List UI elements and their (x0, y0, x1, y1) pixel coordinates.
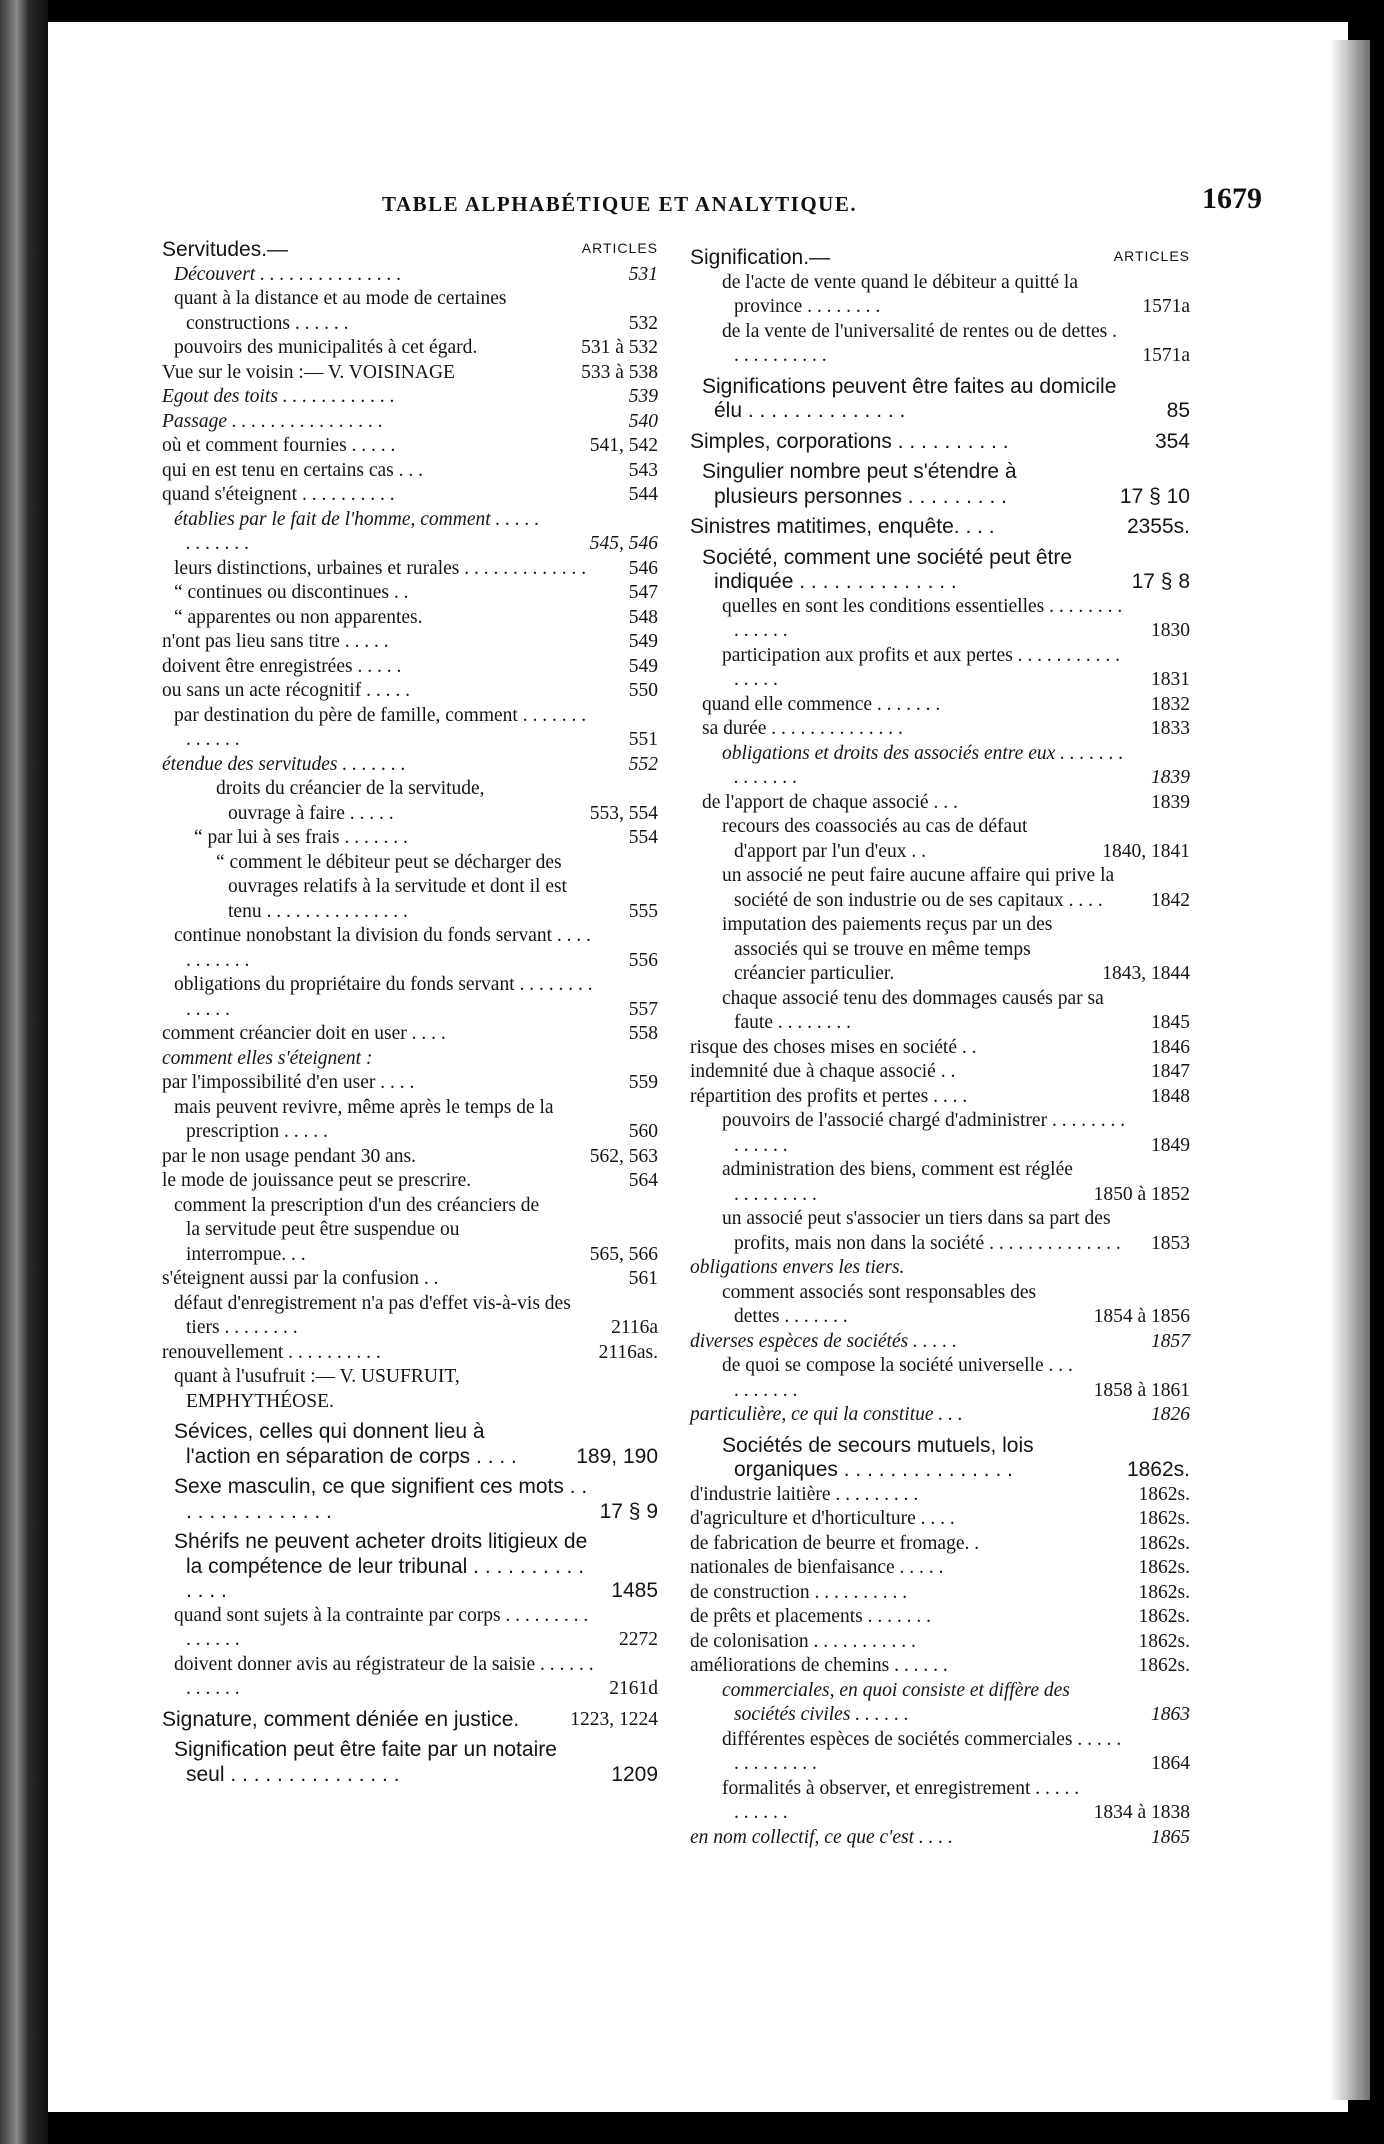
index-entry-text: n'ont pas lieu sans titre . . . . . (162, 631, 389, 652)
article-reference: 1833 (1157, 717, 1190, 742)
index-entry (690, 595, 1190, 644)
article-reference: 1845 (1157, 1011, 1190, 1036)
article-reference: 2272 (625, 1628, 658, 1653)
index-entry (162, 410, 658, 435)
index-entry (690, 1256, 1190, 1281)
article-reference: 565, 566 (596, 1243, 658, 1268)
index-entry-text: formalités à observer, et enregistrement . . . . . . . . . . . (722, 1777, 1080, 1823)
article-reference: ARTICLES (576, 236, 658, 261)
index-entry (690, 1434, 1190, 1483)
article-reference: 1862s. (1133, 1483, 1190, 1508)
index-entry-text: défaut d'enregistrement n'a pas d'effet vis-à-vis des tiers . . . . . . . . (174, 1292, 571, 1338)
index-entry (162, 924, 658, 973)
article-reference: 1848 (1145, 1085, 1190, 1110)
index-entry-text: Sévices, celles qui donnent lieu à l'action en séparation de corps . . . . (174, 1420, 517, 1468)
article-reference: 1209 (611, 1762, 658, 1786)
index-entry (690, 815, 1190, 864)
index-entry (690, 1403, 1190, 1428)
index-entry (690, 1330, 1190, 1355)
index-entry-text: quant à l'usufruit :— V. USUFRUIT, EMPHYTHÉOSE. (174, 1366, 460, 1412)
index-entry (690, 1532, 1190, 1557)
index-entry-text: quand elle commence . . . . . . . (702, 693, 941, 715)
index-entry (690, 1354, 1190, 1403)
index-entry-text: diverses espèces de sociétés . . . . . (690, 1330, 957, 1352)
article-reference: 531 (635, 263, 658, 288)
index-entry (162, 1169, 658, 1194)
article-reference: 546 (635, 557, 658, 582)
article-reference: ARTICLES (1108, 244, 1190, 269)
article-reference: 1850 à 1852 (1100, 1183, 1190, 1208)
article-reference: 1862s. (1133, 1654, 1190, 1679)
index-entry-text: Egout des toits . . . . . . . . . . . . (162, 386, 395, 407)
index-entry (690, 742, 1190, 791)
index-entry (162, 1267, 658, 1292)
index-entry (162, 606, 658, 631)
index-entry-text: Vue sur le voisin :— V. VOISINAGE (162, 361, 455, 383)
article-reference: 533 à 538 (575, 361, 658, 386)
index-entry (690, 546, 1190, 595)
index-entry (690, 460, 1190, 509)
index-entry-text: mais peuvent revivre, même après le temps de la prescription . . . . . (174, 1096, 554, 1142)
article-reference: 548 (635, 606, 658, 631)
index-entry-text: comment elles s'éteignent : (162, 1047, 373, 1069)
article-reference: 552 (623, 753, 658, 778)
article-reference: 1846 (1145, 1036, 1190, 1061)
index-entry-text: Servitudes.— (162, 238, 289, 261)
article-reference: 85 (1166, 399, 1190, 422)
article-reference: 1832 (1157, 693, 1190, 718)
index-entry-text: Passage . . . . . . . . . . . . . . . . (162, 410, 383, 432)
article-reference: 17 § 10 (1119, 484, 1190, 508)
index-entry-text: Simples, corporations . . . . . . . . . . (690, 429, 1009, 453)
index-entry-text: particulière, ce qui la constitue . . . (690, 1404, 963, 1425)
index-entry-text: Shérifs ne peuvent acheter droits litigieux de la compétence de leur tribunal . . . . . . . . . . . . . . (174, 1530, 588, 1602)
index-entry (162, 483, 658, 508)
article-reference: 560 (635, 1120, 658, 1145)
article-reference: 1847 (1145, 1060, 1190, 1085)
index-entry (690, 1605, 1190, 1630)
article-reference: 1223, 1224 (564, 1708, 658, 1733)
index-entry-text: différentes espèces de sociétés commerciales . . . . . . . . . . . . . . (722, 1728, 1122, 1774)
index-entry (162, 1047, 658, 1072)
article-reference: 1854 à 1856 (1100, 1305, 1190, 1330)
index-entry (162, 385, 658, 410)
index-entry (690, 375, 1190, 424)
index-entry (162, 1096, 658, 1145)
article-reference: 551 (635, 728, 658, 753)
article-reference: 562, 563 (584, 1145, 658, 1170)
article-reference: 1840, 1841 (1108, 840, 1190, 865)
index-entry (162, 1604, 658, 1653)
article-reference: 554 (635, 826, 658, 851)
index-entry (690, 1556, 1190, 1581)
article-reference: 1864 (1157, 1752, 1190, 1777)
index-entry (162, 704, 658, 753)
index-entry (690, 1207, 1190, 1256)
index-entry (690, 1109, 1190, 1158)
index-entry-text: par le non usage pendant 30 ans. (162, 1145, 416, 1167)
index-entry (690, 717, 1190, 742)
index-entry (162, 557, 658, 582)
index-entry (162, 1292, 658, 1341)
index-entry (690, 515, 1190, 540)
index-entry-text: Découvert . . . . . . . . . . . . . . . (174, 263, 402, 285)
article-reference: 2116as. (593, 1341, 658, 1366)
index-entry-text: Sexe masculin, ce que signifient ces mots . . . . . . . . . . . . . . . (174, 1475, 588, 1523)
index-entry (162, 238, 658, 263)
article-reference: 17 § 8 (1131, 570, 1190, 593)
index-entry-text: un associé ne peut faire aucune affaire qui prive la société de son industrie ou de ses capitaux . . . . (722, 865, 1115, 911)
index-entry (690, 1654, 1190, 1679)
index-entry-text: pouvoirs de l'associé chargé d'administrer . . . . . . . . . . . . . . (722, 1110, 1126, 1156)
index-entry (690, 320, 1190, 369)
article-reference: 544 (623, 483, 658, 508)
index-entry-text: de prêts et placements . . . . . . . (690, 1606, 931, 1627)
article-reference: 549 (623, 655, 658, 680)
index-entry-text: répartition des profits et pertes . . . . (690, 1085, 968, 1107)
index-entry-text: quand sont sujets à la contrainte par corps . . . . . . . . . . . . . . . (174, 1604, 589, 1650)
index-entry-text: obligations du propriétaire du fonds servant . . . . . . . . . . . . . (174, 974, 593, 1020)
index-entry-text: comment créancier doit en user . . . . (162, 1023, 446, 1044)
running-title: TABLE ALPHABÉTIQUE ET ANALYTIQUE. (382, 192, 858, 216)
index-entry-text: de colonisation . . . . . . . . . . . (690, 1630, 916, 1652)
index-entry-text: “ par lui à ses frais . . . . . . . (194, 827, 408, 848)
index-entry-text: doivent être enregistrées . . . . . (162, 655, 402, 677)
index-entry-text: recours des coassociés au cas de défaut d'apport par l'un d'eux . . (722, 816, 1028, 862)
article-reference: 1862s. (1133, 1507, 1190, 1532)
index-entry (162, 1420, 658, 1469)
index-entry-text: pouvoirs des municipalités à cet égard. (174, 337, 478, 358)
index-entry-text: renouvellement . . . . . . . . . . (162, 1341, 381, 1363)
article-reference: 1857 (1145, 1330, 1190, 1355)
index-entry (162, 777, 658, 826)
article-reference: 549 (623, 630, 658, 655)
index-entry-text: quelles en sont les conditions essentielles . . . . . . . . . . . . . . (722, 595, 1123, 641)
index-entry-text: Signature, comment déniée en justice. (162, 1707, 520, 1731)
film-left-border (0, 0, 48, 2144)
index-entry (690, 1483, 1190, 1508)
index-entry-text: par l'impossibilité d'en user . . . . (162, 1072, 415, 1093)
index-entry-text: étendue des servitudes . . . . . . . (162, 753, 406, 775)
article-reference: 17 § 9 (599, 1499, 658, 1523)
article-reference: 543 (623, 459, 658, 484)
index-entry (690, 1826, 1190, 1851)
index-entry (162, 973, 658, 1022)
index-entry (162, 679, 658, 704)
index-entry-text: droits du créancier de la servitude, ouvrage à faire . . . . . (216, 778, 485, 824)
article-reference: 189, 190 (576, 1444, 658, 1468)
index-entry-text: sa durée . . . . . . . . . . . . . . (702, 718, 903, 739)
index-entry-text: administration des biens, comment est réglée . . . . . . . . . (722, 1159, 1073, 1205)
article-reference: 1830 (1157, 619, 1190, 644)
article-reference: 1862s. (1133, 1532, 1190, 1557)
index-entry (690, 1158, 1190, 1207)
index-entry-text: par destination du père de famille, comment . . . . . . . . . . . . . (174, 704, 587, 750)
index-entry-text: participation aux profits et aux pertes . . . . . . . . . . . . . . . . (722, 644, 1121, 690)
article-reference: 1849 (1157, 1134, 1190, 1159)
article-reference: 1571a (1148, 344, 1190, 369)
article-reference: 541, 542 (584, 434, 658, 459)
index-entry (690, 693, 1190, 718)
index-entry-text: Singulier nombre peut s'étendre à plusieurs personnes . . . . . . . . . (702, 460, 1017, 508)
article-reference: 558 (623, 1022, 658, 1047)
article-reference: 564 (623, 1169, 658, 1194)
article-reference: 1843, 1844 (1108, 962, 1190, 987)
index-entry (162, 459, 658, 484)
index-entry (162, 1194, 658, 1268)
index-entry-text: Signification.— (690, 246, 831, 269)
article-reference: 1842 (1157, 889, 1190, 914)
index-entry-text: de l'apport de chaque associé . . . (702, 791, 958, 813)
index-entry-text: de construction . . . . . . . . . . (690, 1581, 908, 1603)
left-index-column (162, 238, 658, 1787)
index-entry-text: obligations et droits des associés entre eux . . . . . . . . . . . . . . (722, 742, 1124, 788)
index-entry-text: de quoi se compose la société universelle . . . . . . . . . . (722, 1355, 1073, 1401)
index-entry-text: Significations peuvent être faites au domicile élu . . . . . . . . . . . . . . (702, 374, 1117, 422)
article-reference: 1839 (1157, 766, 1190, 791)
index-entry (162, 851, 658, 925)
index-entry-text: “ comment le débiteur peut se décharger des ouvrages relatifs à la servitude et dont il est tenu . . . . . . . . . . . . . . . (216, 851, 567, 922)
index-entry (690, 1679, 1190, 1728)
article-reference: 2161d (615, 1677, 658, 1702)
index-entry (162, 1653, 658, 1702)
index-entry-text: doivent donner avis au régistrateur de la saisie . . . . . . . . . . . . (174, 1653, 594, 1699)
index-entry-text: imputation des paiements reçus par un des associés qui se trouve en même temps créancier particulier. (722, 914, 1053, 984)
article-reference: 1834 à 1838 (1100, 1801, 1190, 1826)
article-reference: 531 à 532 (587, 336, 658, 361)
index-entry-text: quant à la distance et au mode de certaines constructions . . . . . . (174, 288, 507, 334)
article-reference: 1571a (1148, 295, 1190, 320)
index-entry (162, 1738, 658, 1787)
article-reference: 1865 (1145, 1826, 1190, 1851)
index-entry-text: de l'acte de vente quand le débiteur a quitté la province . . . . . . . . (722, 271, 1078, 317)
index-entry-text: obligations envers les tiers. (690, 1257, 905, 1278)
index-entry-text: Signification peut être faite par un notaire seul . . . . . . . . . . . . . . . (174, 1738, 557, 1786)
index-entry (162, 1365, 658, 1414)
index-entry (162, 1145, 658, 1170)
article-reference: 555 (635, 900, 658, 925)
index-entry-text: quand s'éteignent . . . . . . . . . . (162, 484, 395, 505)
index-entry (162, 630, 658, 655)
index-entry (690, 864, 1190, 913)
index-entry-text: s'éteignent aussi par la confusion . . (162, 1268, 439, 1289)
index-entry (162, 434, 658, 459)
index-entry-text: risque des choses mises en société . . (690, 1036, 977, 1058)
index-entry (690, 1085, 1190, 1110)
index-entry-text: comment la prescription d'un des créanciers de la servitude peut être suspendue ou interrompue. . . (174, 1194, 540, 1265)
page-number: 1679 (1202, 182, 1262, 215)
index-entry (162, 655, 658, 680)
article-reference: 556 (635, 949, 658, 974)
article-reference: 1862s. (1126, 1458, 1190, 1481)
index-entry (162, 1530, 658, 1604)
article-reference: 545, 546 (596, 532, 658, 557)
index-entry (690, 1777, 1190, 1826)
index-entry (690, 791, 1190, 816)
index-entry (690, 987, 1190, 1036)
index-entry (162, 753, 658, 778)
index-entry-text: continue nonobstant la division du fonds servant . . . . . . . . . . . (174, 925, 592, 971)
article-reference: 1839 (1157, 791, 1190, 816)
index-entry (690, 1581, 1190, 1606)
index-entry (690, 644, 1190, 693)
article-reference: 2355s. (1121, 515, 1190, 540)
article-reference: 1862s. (1133, 1581, 1190, 1606)
index-entry (690, 271, 1190, 320)
index-entry (162, 361, 658, 386)
index-entry-text: établies par le fait de l'homme, comment . . . . . . . . . . . . (174, 508, 540, 554)
article-reference: 550 (623, 679, 658, 704)
article-reference: 1862s. (1133, 1605, 1190, 1630)
index-entry (162, 1475, 658, 1524)
article-reference: 1862s. (1133, 1556, 1190, 1581)
index-entry (162, 336, 658, 361)
index-entry-text: de fabrication de beurre et fromage. . (690, 1532, 980, 1554)
article-reference: 539 (623, 385, 658, 410)
article-reference: 547 (635, 581, 658, 606)
index-entry-text: ou sans un acte récognitif . . . . . (162, 680, 411, 701)
index-entry-text: d'industrie laitière . . . . . . . . . (690, 1483, 919, 1505)
index-entry (162, 826, 658, 851)
article-reference: 1863 (1157, 1703, 1190, 1728)
article-reference: 1826 (1145, 1403, 1190, 1428)
index-entry-text: le mode de jouissance peut se prescrire. (162, 1170, 472, 1191)
article-reference: 1831 (1157, 668, 1190, 693)
article-reference: 540 (623, 410, 658, 435)
index-entry (162, 263, 658, 288)
index-entry (162, 1341, 658, 1366)
index-entry-text: de la vente de l'universalité de rentes ou de dettes . . . . . . . . . . . (722, 320, 1117, 366)
index-entry-text: leurs distinctions, urbaines et rurales . . . . . . . . . . . . . (174, 557, 587, 579)
index-entry (162, 1071, 658, 1096)
index-entry-text: indemnité due à chaque associé . . (690, 1061, 956, 1082)
index-entry (690, 1060, 1190, 1085)
article-reference: 557 (635, 998, 658, 1023)
index-entry-text: Sociétés de secours mutuels, lois organiques . . . . . . . . . . . . . . . (722, 1433, 1034, 1481)
index-entry-text: “ apparentes ou non apparentes. (174, 606, 423, 628)
index-entry-text: Société, comment une société peut être indiquée . . . . . . . . . . . . . . (702, 545, 1073, 593)
index-entry (162, 1022, 658, 1047)
index-entry (690, 430, 1190, 455)
index-entry (690, 913, 1190, 987)
index-entry-text: où et comment fournies . . . . . (162, 435, 396, 456)
index-entry (690, 1281, 1190, 1330)
article-reference: 354 (1149, 430, 1190, 455)
index-entry-text: “ continues ou discontinues . . (174, 582, 409, 603)
index-entry-text: Sinistres matitimes, enquête. . . . (690, 515, 995, 538)
index-entry (690, 1630, 1190, 1655)
index-entry (690, 1507, 1190, 1532)
index-entry-text: d'agriculture et d'horticulture . . . . (690, 1508, 955, 1529)
page-edge-shadow (1330, 40, 1370, 2100)
index-entry-text: commerciales, en quoi consiste et diffère des sociétés civiles . . . . . . (722, 1679, 1070, 1725)
index-entry (162, 581, 658, 606)
index-entry-text: qui en est tenu en certains cas . . . (162, 459, 423, 481)
article-reference: 1853 (1157, 1232, 1190, 1257)
right-index-column (690, 246, 1190, 1850)
article-reference: 2116a (617, 1316, 658, 1341)
index-entry-text: nationales de bienfaisance . . . . . (690, 1557, 944, 1578)
index-entry-text: en nom collectif, ce que c'est . . . . (690, 1826, 953, 1848)
article-reference: 532 (635, 312, 658, 337)
index-entry (690, 1036, 1190, 1061)
article-reference: 1858 à 1861 (1100, 1379, 1190, 1404)
index-entry-text: chaque associé tenu des dommages causés par sa faute . . . . . . . . (722, 987, 1104, 1033)
article-reference: 561 (623, 1267, 658, 1292)
index-entry (162, 508, 658, 557)
article-reference: 553, 554 (596, 802, 658, 827)
index-entry-text: améliorations de chemins . . . . . . (690, 1655, 948, 1676)
article-reference: 1862s. (1133, 1630, 1190, 1655)
index-entry (162, 287, 658, 336)
article-reference: 1485 (611, 1579, 658, 1602)
index-entry (690, 1728, 1190, 1777)
index-entry-text: un associé peut s'associer un tiers dans sa part des profits, mais non dans la société . . . . . . . . . . . . . . (722, 1208, 1121, 1254)
index-entry (690, 246, 1190, 271)
article-reference: 559 (623, 1071, 658, 1096)
index-entry-text: comment associés sont responsables des dettes . . . . . . . (722, 1281, 1037, 1327)
